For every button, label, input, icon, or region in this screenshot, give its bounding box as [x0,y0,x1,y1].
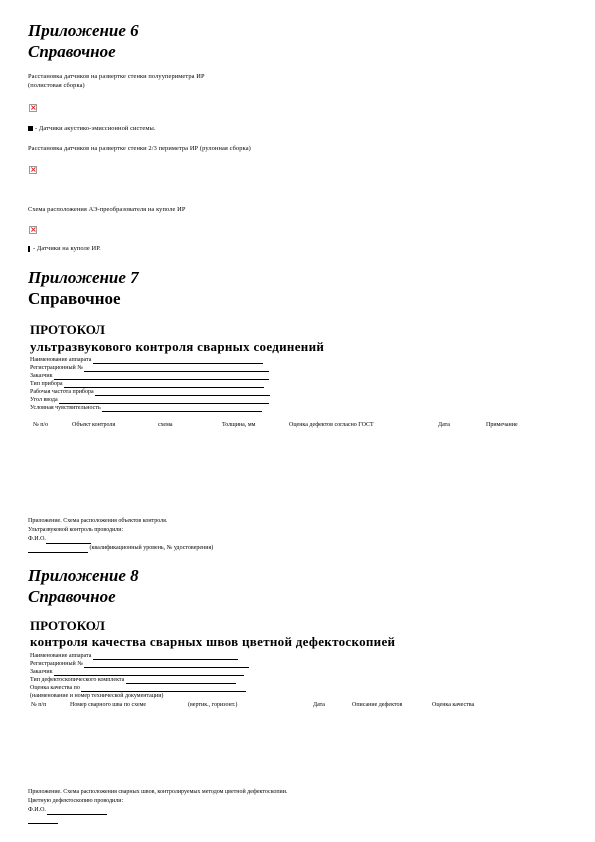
protocol-title: ПРОТОКОЛ [30,618,105,633]
paragraph-dome-layout: Схема расположения АЭ-преобразователя на куполе ИР [28,206,186,213]
broken-image-icon [29,226,37,234]
column-header: Дата [313,702,325,708]
column-header: Оценка качества [432,702,475,708]
column-header: Номер сварного шва по схеме [70,702,147,708]
protocol-fields [30,652,249,700]
footer-line: Ф.И.О. [28,806,287,815]
footer-line: Приложение. Схема расположения объектов контроля. [28,518,168,524]
appendix-7-title: Приложение 7 [28,268,139,287]
appendix-8-title: Приложение 8 [28,566,139,585]
appendix-7-subtitle: Справочное [28,289,121,308]
field-row: Тип прибора [30,380,270,388]
broken-image-icon [29,104,37,112]
paragraph-sensor-layout-note: (полистовая сборка) [28,82,85,89]
footer-line: Цветную дефектоскопию проводили: [28,798,124,804]
protocol-footer [28,517,213,553]
field-row: Тип дефектоскопического комплекта [30,676,249,684]
field-row: Угол ввода [30,396,270,404]
field-row: Рабочая частота прибора [30,388,270,396]
field-row: Оценка качества по [30,684,249,692]
appendix-8-subtitle: Справочное [28,587,116,606]
protocol-subtitle: контроля качества сварных швов цветной дефектоскопией [30,634,396,649]
field-row: Регистрационный № [30,364,270,372]
column-header: схема [158,422,173,428]
legend-bar-icon [28,246,30,252]
column-header: Оценка дефектов согласно ГОСТ [289,422,374,428]
footer-line: (квалификационный уровень, № удостоверения) [28,544,213,553]
protocol-footer [28,788,287,824]
broken-image-icon [29,166,37,174]
field-row: Заказчик [30,372,270,380]
footer-line: Приложение. Схема расположения сварных швов, контролируемых методом цветной дефектоскопии. [28,789,288,795]
protocol-title: ПРОТОКОЛ [30,322,105,337]
column-header: Дата [438,422,450,428]
column-header: № п/п [31,702,47,708]
appendix-6-subtitle: Справочное [28,42,116,61]
footer-line: Ультразвуковой контроль проводили: [28,527,124,533]
paragraph-sensor-layout-2-3: Расстановка датчиков на развертке стенки 2/3 периметра ИР (рулонная сборка) [28,145,251,152]
protocol-fields [30,356,270,412]
column-header: Толщина, мм [222,422,256,428]
paragraph-sensor-layout-half: Расстановка датчиков на развертке стенки полуупериметра ИР [28,73,205,80]
footer-line: Ф.И.О. [28,535,213,544]
column-header: Описание дефектов [352,702,403,708]
legend-dome-sensors-text: - Датчики на куполе ИР. [33,245,101,252]
protocol-subtitle: ультразвукового контроля сварных соединений [30,339,325,354]
column-header: Примечание [486,422,518,428]
field-row: Заказчик [30,668,249,676]
column-header: № п/о [33,422,49,428]
field-row: Наименование аппарата [30,652,249,660]
legend-ae-sensors-text: - Датчики акустико-эмиссионной системы. [35,125,156,132]
appendix-6-title: Приложение 6 [28,21,139,40]
legend-square-icon [28,126,33,131]
field-row: Регистрационный № [30,660,249,668]
field-row: Условная чувствительность [30,404,270,412]
field-note: (наименование и номер технической документации) [30,693,164,699]
footer-line [28,815,287,824]
legend-ae-sensors [28,125,156,132]
column-header: Объект контроля [72,422,116,428]
column-header: (вертик., горизонт.) [188,702,238,708]
field-row: Наименование аппарата [30,356,270,364]
legend-dome-sensors [28,245,101,252]
